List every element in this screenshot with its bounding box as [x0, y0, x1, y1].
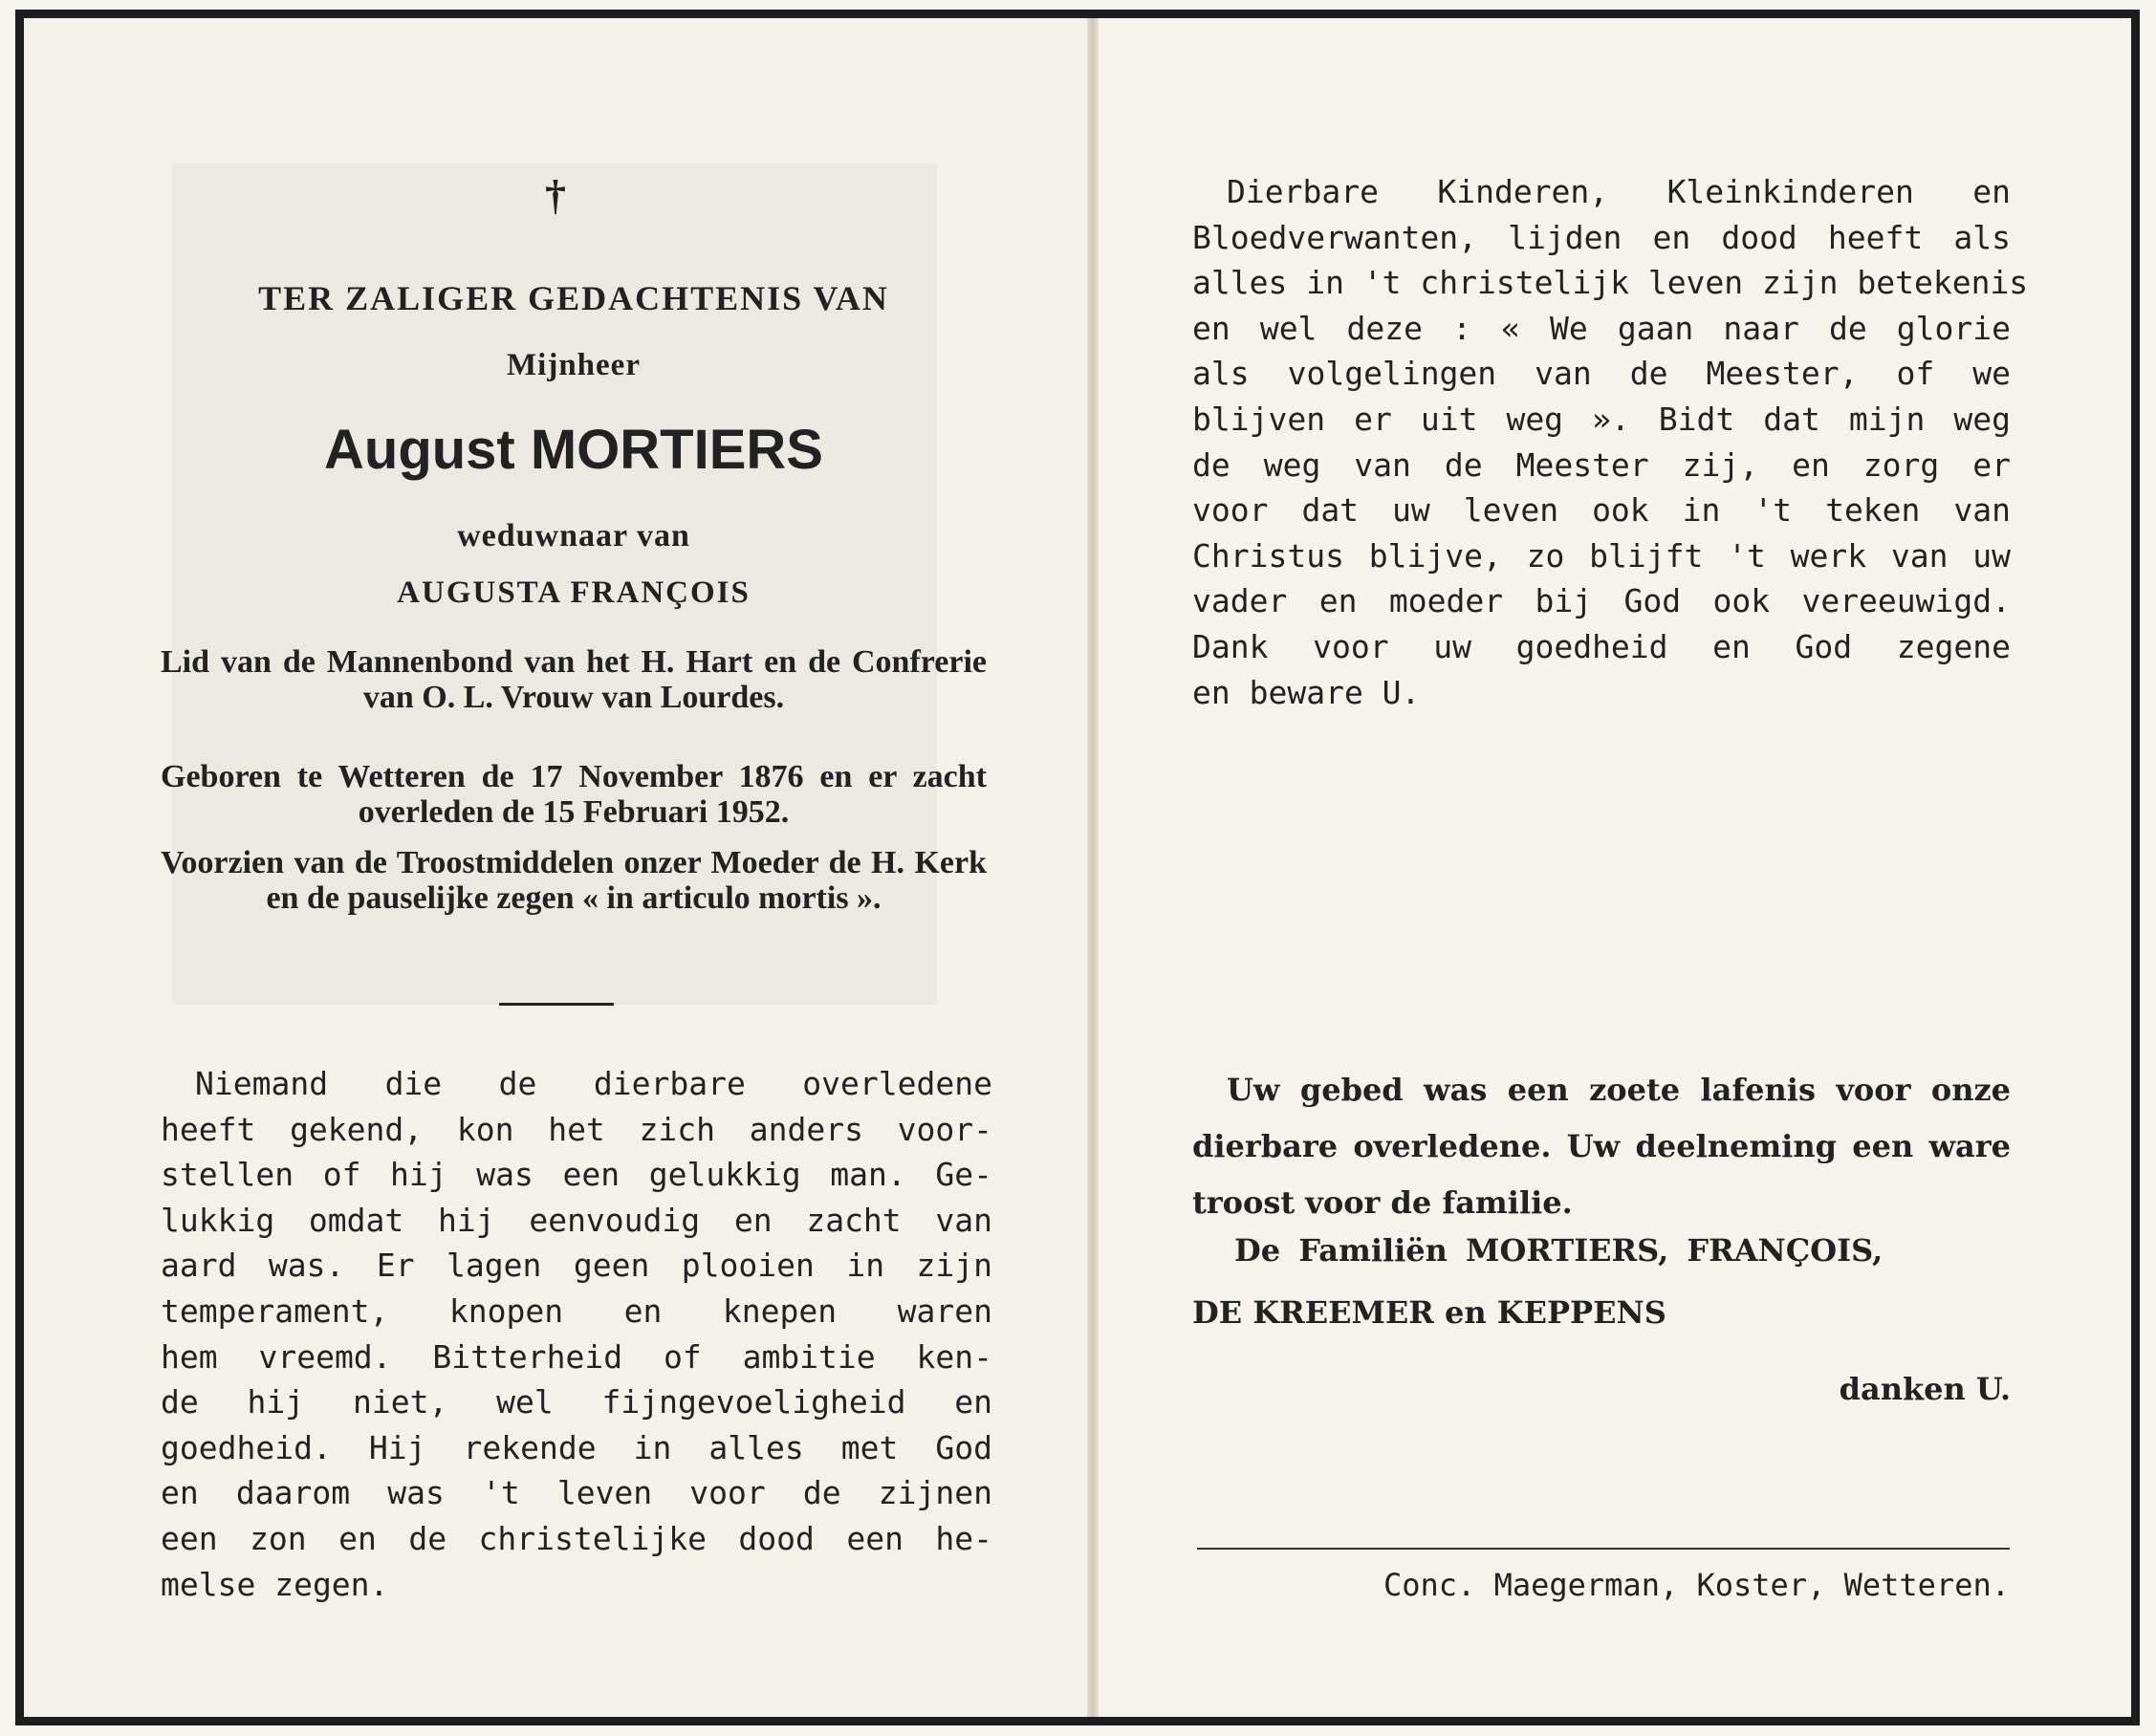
message-line: alles in 't christelijk leven zijn betekenis — [1192, 264, 2029, 302]
message-line: en wel deze : « We gaan naar de glorie — [1192, 309, 2011, 347]
divider — [499, 1003, 614, 1006]
message-text — [1192, 169, 2029, 715]
message-line: blijven er uit weg ». Bidt dat mijn weg — [1192, 400, 2011, 438]
message-line: de weg van de Meester zij, en zorg er — [1192, 445, 2011, 484]
message-line: Dierbare Kinderen, Kleinkinderen en — [1227, 173, 2011, 210]
thanks-paragraph: Uw gebed was een zoete lafenis voor onze dierbare overledene. Uw deelneming een ware troost voor de familie. — [1192, 1072, 2011, 1221]
families-line-1: De Familiën MORTIERS, FRANÇOIS, — [1234, 1232, 1884, 1269]
divider — [1197, 1548, 2010, 1550]
life-dates-text: Geboren te Wetteren de 17 November 1876 en er zacht overleden de 15 Februari 1952. — [161, 759, 987, 830]
eulogy-line: aard was. Er lagen geen plooien in zijn — [161, 1247, 992, 1285]
eulogy-line: lukkig omdat hij eenvoudig en zacht van — [161, 1201, 992, 1239]
message-line: Dank voor uw goedheid en God zegene — [1192, 627, 2011, 665]
membership-text: Lid van de Mannenbond van het H. Hart en de Confrerie van O. L. Vrouw van Lourdes. — [161, 644, 987, 715]
eulogy-line: heeft gekend, kon het zich anders voor- — [161, 1110, 992, 1148]
memorial-card — [15, 10, 2140, 1725]
eulogy-text — [161, 1061, 992, 1607]
sacraments-text: Voorzien van de Troostmiddelen onzer Moeder de H. Kerk en de pauselijke zegen « in articulo mortis ». — [161, 845, 987, 916]
honorific: Mijnheer — [507, 348, 641, 382]
printer-credit: Conc. Maegerman, Koster, Wetteren. — [1383, 1567, 2010, 1603]
left-panel — [24, 18, 1087, 1717]
message-line: Bloedverwanten, lijden en dood heeft als — [1192, 218, 2011, 256]
message-line: vader en moeder bij God ook vereeuwigd. — [1192, 582, 2011, 620]
card-fold — [1087, 18, 1099, 1717]
spouse-name: AUGUSTA FRANÇOIS — [397, 575, 751, 610]
message-line: als volgelingen van de Meester, of we — [1192, 355, 2011, 393]
eulogy-line: en daarom was 't leven voor de zijnen — [161, 1474, 992, 1512]
memorial-heading: TER ZALIGER GEDACHTENIS VAN — [258, 279, 889, 317]
eulogy-line: goedheid. Hij rekende in alles met God — [161, 1428, 992, 1466]
right-panel — [1099, 18, 2131, 1717]
message-line: voor dat uw leven ook in 't teken van — [1192, 491, 2011, 530]
widower-label: weduwnaar van — [457, 518, 690, 553]
closing-thanks: danken U. — [1839, 1371, 2011, 1407]
message-line: en beware U. — [1192, 673, 1421, 711]
eulogy-line: een zon en de christelijke dood een he- — [161, 1519, 992, 1557]
message-line: Christus blijve, zo blijft 't werk van uw — [1192, 536, 2011, 575]
eulogy-line: stellen of hij was een gelukkig man. Ge- — [161, 1156, 992, 1194]
deceased-name: August MORTIERS — [324, 419, 823, 481]
cross-icon: † — [545, 172, 566, 219]
eulogy-line: Niemand die de dierbare overledene — [195, 1065, 992, 1102]
eulogy-line: temperament, knopen en knepen waren — [161, 1291, 992, 1330]
families-line-2: DE KREEMER en KEPPENS — [1192, 1294, 1666, 1331]
eulogy-line: melse zegen. — [161, 1565, 389, 1603]
eulogy-line: de hij niet, wel fijngevoeligheid en — [161, 1383, 992, 1421]
eulogy-line: hem vreemd. Bitterheid of ambitie ken- — [161, 1337, 992, 1376]
